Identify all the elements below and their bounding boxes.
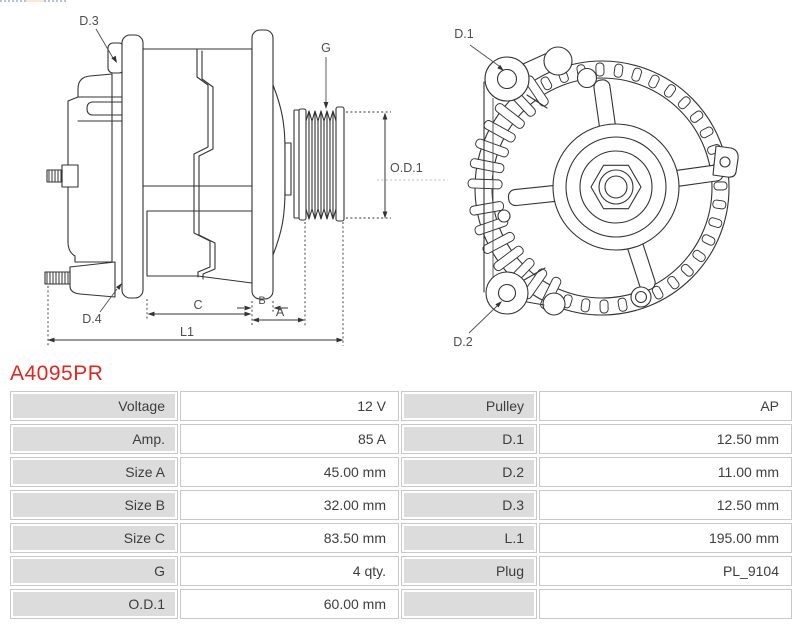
dim-a-label: A bbox=[275, 305, 285, 319]
part-number-title: A4095PR bbox=[10, 362, 104, 385]
spec-value-size-c: 83.50 mm bbox=[180, 523, 399, 553]
dim-l1 bbox=[48, 325, 344, 342]
dim-b-label: B bbox=[258, 295, 266, 307]
dim-l1-label: L1 bbox=[180, 325, 194, 339]
bracket-small-hole bbox=[498, 210, 510, 222]
spec-label-d3: D.3 bbox=[401, 490, 537, 520]
pulley bbox=[299, 107, 344, 221]
dim-od1 bbox=[383, 113, 423, 219]
callout-d2-label: D.2 bbox=[453, 335, 473, 349]
spec-label-od1: O.D.1 bbox=[10, 589, 178, 619]
spec-label-voltage: Voltage bbox=[10, 391, 178, 421]
spec-value-pulley: AP bbox=[539, 391, 792, 421]
callout-g bbox=[321, 41, 331, 109]
spec-label-d1: D.1 bbox=[401, 424, 537, 454]
spec-value-empty bbox=[539, 589, 792, 619]
spec-value-size-b: 32.00 mm bbox=[180, 490, 399, 520]
spec-value-d1: 12.50 mm bbox=[539, 424, 792, 454]
front-view-drawing bbox=[453, 27, 738, 349]
spec-value-amp: 85 A bbox=[180, 424, 399, 454]
rear-bracket-plate bbox=[122, 35, 143, 298]
spec-table bbox=[10, 391, 792, 619]
spec-label-empty bbox=[401, 589, 537, 619]
spec-value-plug: PL_9104 bbox=[539, 556, 792, 586]
callout-d3-label: D.3 bbox=[79, 14, 99, 28]
spec-label-d2: D.2 bbox=[401, 457, 537, 487]
d2-mount-hole-boss bbox=[486, 272, 528, 314]
spec-label-amp: Amp. bbox=[10, 424, 178, 454]
dim-c-label: C bbox=[193, 298, 203, 312]
pulley-hub bbox=[553, 124, 679, 250]
dim-od1-label: O.D.1 bbox=[390, 161, 423, 175]
spec-label-l1: L.1 bbox=[401, 523, 537, 553]
callout-d4-label: D.4 bbox=[82, 312, 102, 326]
spec-value-g: 4 qty. bbox=[180, 556, 399, 586]
dim-a bbox=[252, 305, 305, 322]
mounting-stud-lower bbox=[45, 262, 115, 297]
drive-end-bell bbox=[273, 85, 285, 255]
callout-d2 bbox=[453, 301, 502, 349]
spec-value-od1: 60.00 mm bbox=[180, 589, 399, 619]
shaft-collar bbox=[285, 143, 291, 195]
spec-label-size-b: Size B bbox=[10, 490, 178, 520]
callout-d1-label: D.1 bbox=[454, 27, 474, 41]
spec-label-g: G bbox=[10, 556, 178, 586]
spec-label-plug: Plug bbox=[401, 556, 537, 586]
spec-value-size-a: 45.00 mm bbox=[180, 457, 399, 487]
callout-d1 bbox=[454, 27, 504, 71]
spec-value-d2: 11.00 mm bbox=[539, 457, 792, 487]
side-view-drawing bbox=[45, 14, 448, 346]
spec-label-size-a: Size A bbox=[10, 457, 178, 487]
callout-d3 bbox=[79, 14, 117, 63]
d1-mount-hole-boss bbox=[485, 57, 529, 101]
spec-label-size-c: Size C bbox=[10, 523, 178, 553]
callout-g-label: G bbox=[321, 41, 331, 55]
spec-value-l1: 195.00 mm bbox=[539, 523, 792, 553]
spec-value-voltage: 12 V bbox=[180, 391, 399, 421]
bolt-boss-top bbox=[578, 69, 597, 88]
spec-value-d3: 12.50 mm bbox=[539, 490, 792, 520]
front-bracket-plate bbox=[252, 30, 273, 299]
mounting-stud-upper bbox=[47, 165, 78, 187]
spec-label-pulley: Pulley bbox=[401, 391, 537, 421]
dim-c bbox=[148, 298, 252, 316]
